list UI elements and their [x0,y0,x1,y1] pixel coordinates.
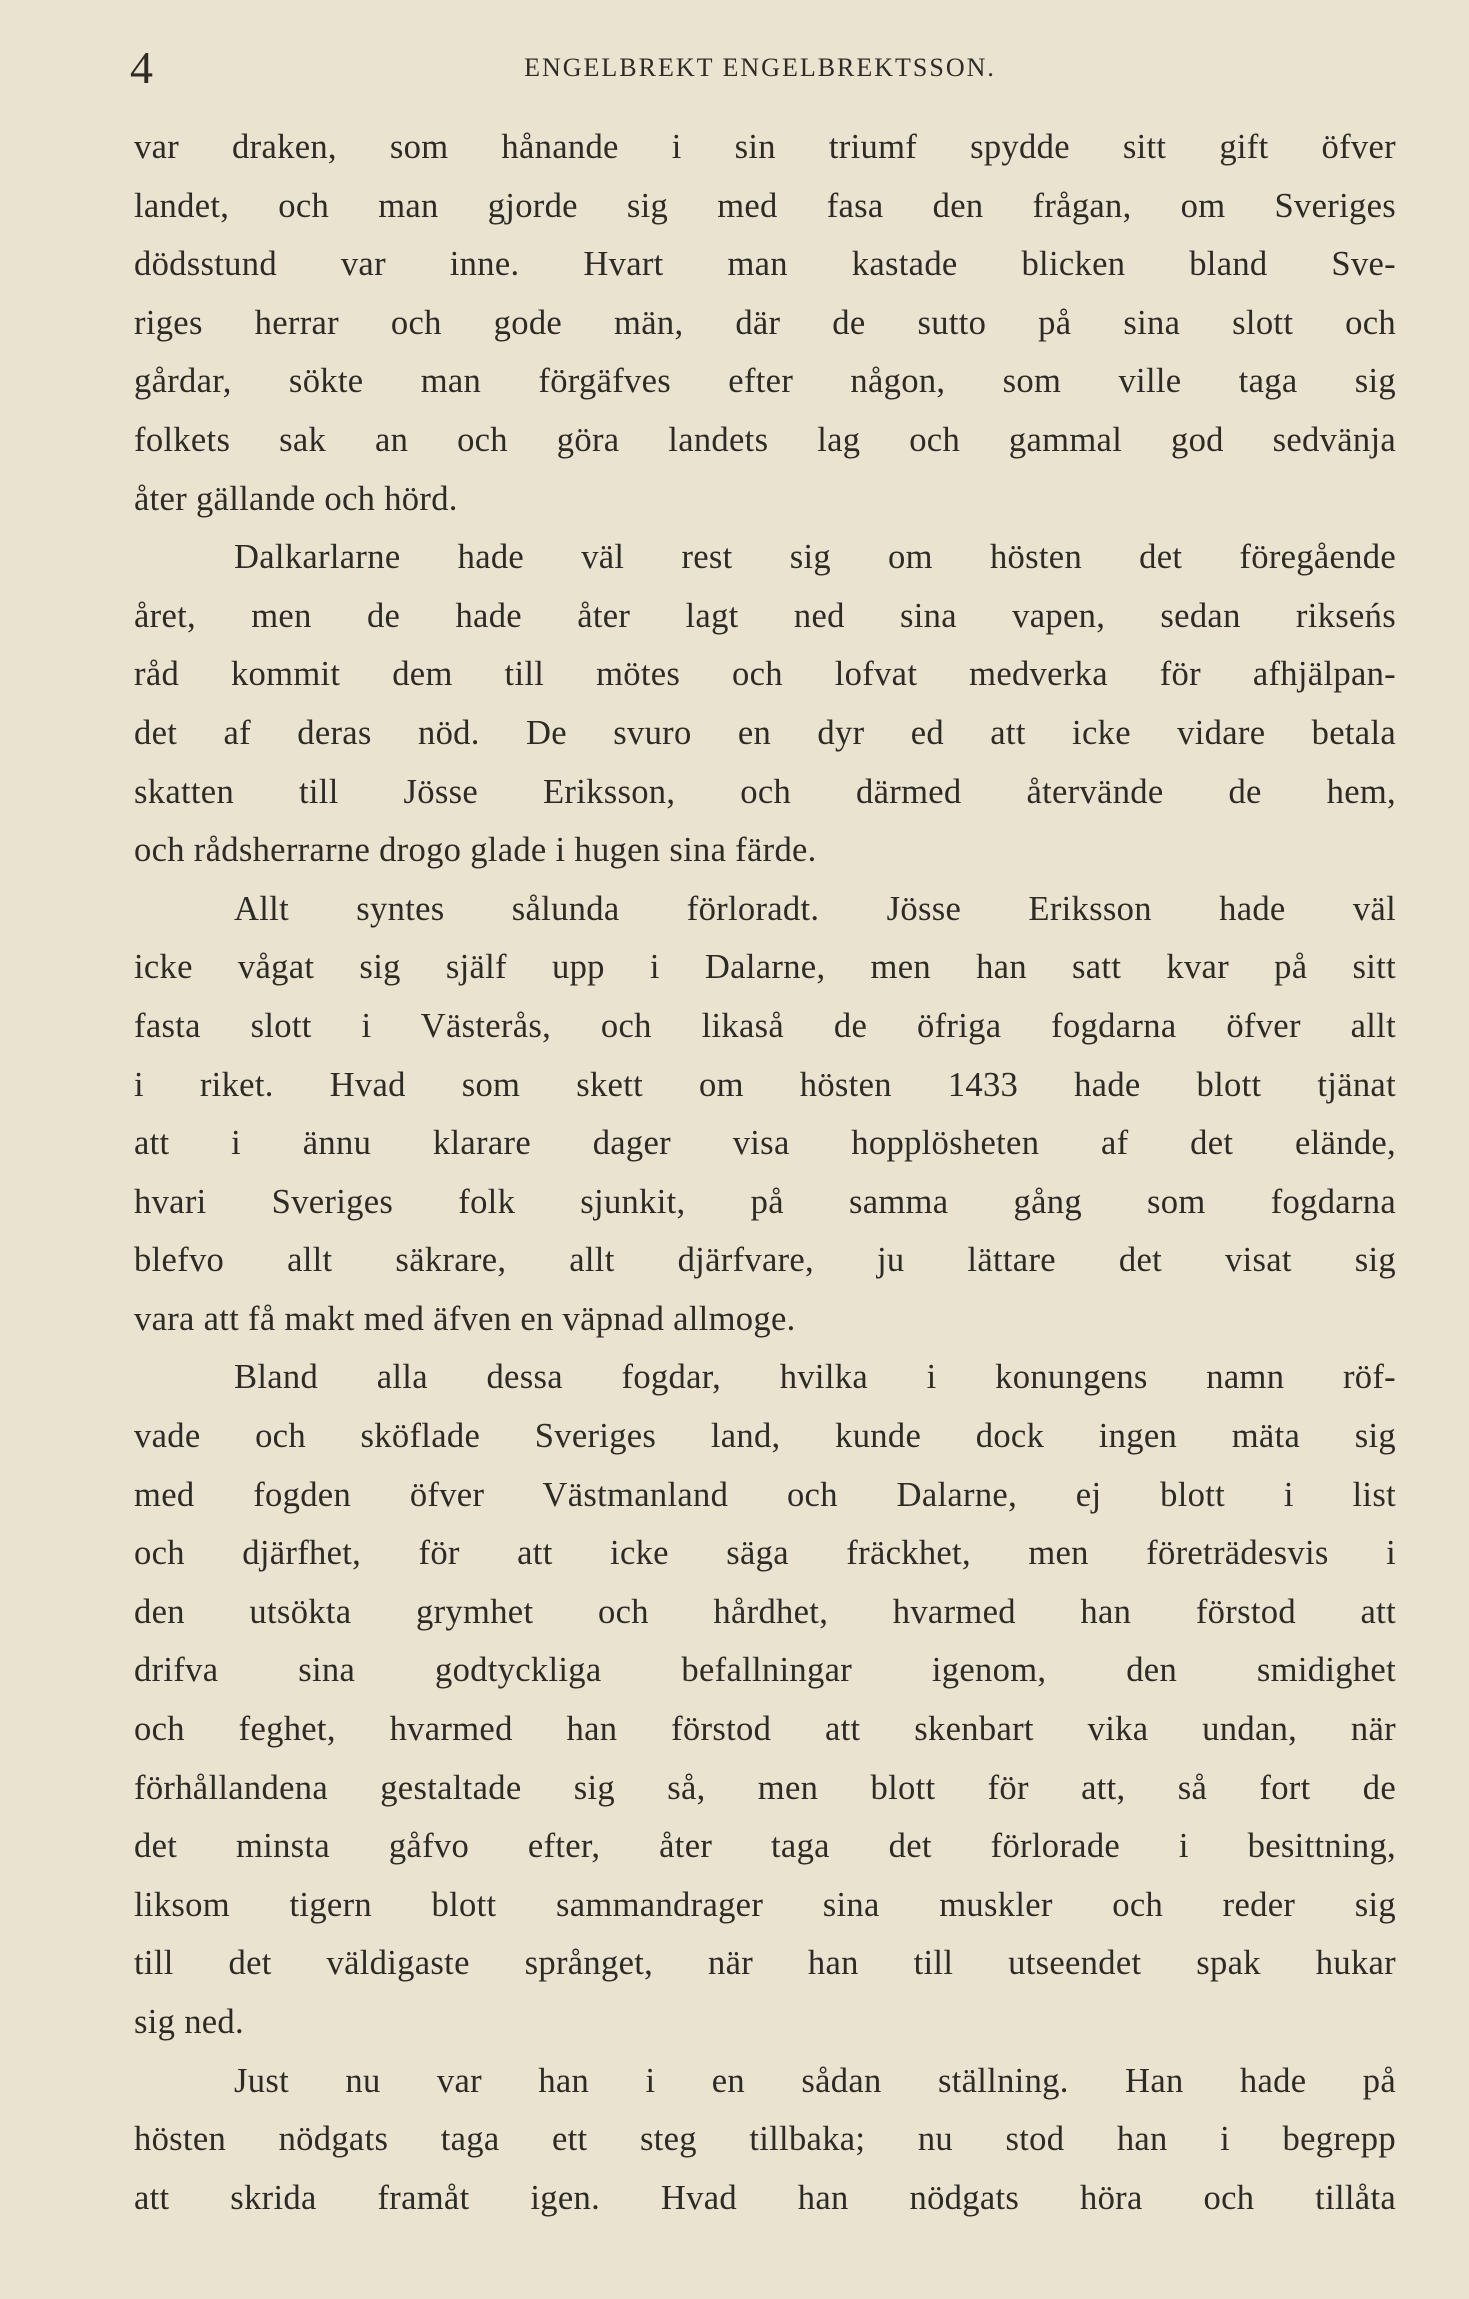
text-line: åter gällande och hörd. [134,479,458,518]
running-title: ENGELBREKT ENGELBREKTSSON. [524,53,996,82]
text-line: skatten till Jösse Eriksson, och därmed återvände de hem, [134,772,1396,811]
text-line: med fogden öfver Västmanland och Dalarne, ej blott i list [134,1475,1396,1514]
body-text [134,118,1396,2227]
text-line: liksom tigern blott sammandrager sina muskler och reder sig [134,1885,1396,1924]
text-line: folkets sak an och göra landets lag och gammal god sedvänja [134,420,1396,459]
text-line: var draken, som hånande i sin triumf spydde sitt gift öfver [134,128,1396,166]
text-line: det minsta gåfvo efter, åter taga det förlorade i besittning, [134,1827,1396,1866]
text-line: den utsökta grymhet och hårdhet, hvarmed han förstod att [134,1592,1396,1631]
text-line: hvari Sveriges folk sjunkit, på samma gång som fogdarna [134,1182,1396,1221]
text-line: året, men de hade åter lagt ned sina vapen, sedan rikseńs [134,596,1396,635]
text-line: landet, och man gjorde sig med fasa den frågan, om Sveriges [134,186,1396,225]
text-line: blefvo allt säkrare, allt djärfvare, ju lättare det visat sig [134,1241,1396,1280]
page-header [130,38,1390,98]
text-line: att i ännu klarare dager visa hopplösheten af det elände, [134,1124,1396,1163]
text-line: dödsstund var inne. Hvart man kastade blicken bland Sve- [134,245,1396,284]
paragraph-start-line: Just nu var han i en sådan ställning. Han hade på [234,2061,1396,2100]
text-line: hösten nödgats taga ett steg tillbaka; nu stod han i begrepp [134,2120,1396,2159]
text-line: riges herrar och gode män, där de sutto på sina slott och [134,303,1396,342]
text-line: i riket. Hvad som skett om hösten 1433 hade blott tjänat [134,1065,1396,1104]
text-line: vara att få makt med äfven en väpnad allmoge. [134,1299,796,1338]
text-line: till det väldigaste språnget, när han till utseendet spak hukar [134,1944,1396,1983]
paragraph-start-line: Dalkarlarne hade väl rest sig om hösten det föregående [234,538,1396,577]
text-line: det af deras nöd. De svuro en dyr ed att icke vidare betala [134,713,1396,752]
text-line: förhållandena gestaltade sig så, men blott för att, så fort de [134,1768,1396,1807]
text-line: och feghet, hvarmed han förstod att skenbart vika undan, när [134,1710,1396,1749]
text-line: fasta slott i Västerås, och likaså de öfriga fogdarna öfver allt [134,1006,1396,1045]
text-line: råd kommit dem till mötes och lofvat medverka för afhjälpan- [134,655,1396,694]
paragraph-start-line: Allt syntes sålunda förloradt. Jösse Eriksson hade väl [234,889,1396,928]
text-line: och rådsherrarne drogo glade i hugen sina färde. [134,831,817,870]
text-line: och djärfhet, för att icke säga fräckhet, men företrädesvis i [134,1534,1396,1573]
text-line: sig ned. [134,2003,244,2041]
text-line: icke vågat sig själf upp i Dalarne, men han satt kvar på sitt [134,948,1396,987]
text-line: vade och sköflade Sveriges land, kunde dock ingen mäta sig [134,1417,1396,1456]
page-number: 4 [130,42,153,93]
text-line: gårdar, sökte man förgäfves efter någon, som ville taga sig [134,362,1396,401]
text-line: drifva sina godtyckliga befallningar igenom, den smidighet [134,1651,1396,1690]
text-line: att skrida framåt igen. Hvad han nödgats höra och tillåta [134,2178,1396,2217]
paragraph-start-line: Bland alla dessa fogdar, hvilka i konungens namn röf- [234,1358,1396,1397]
